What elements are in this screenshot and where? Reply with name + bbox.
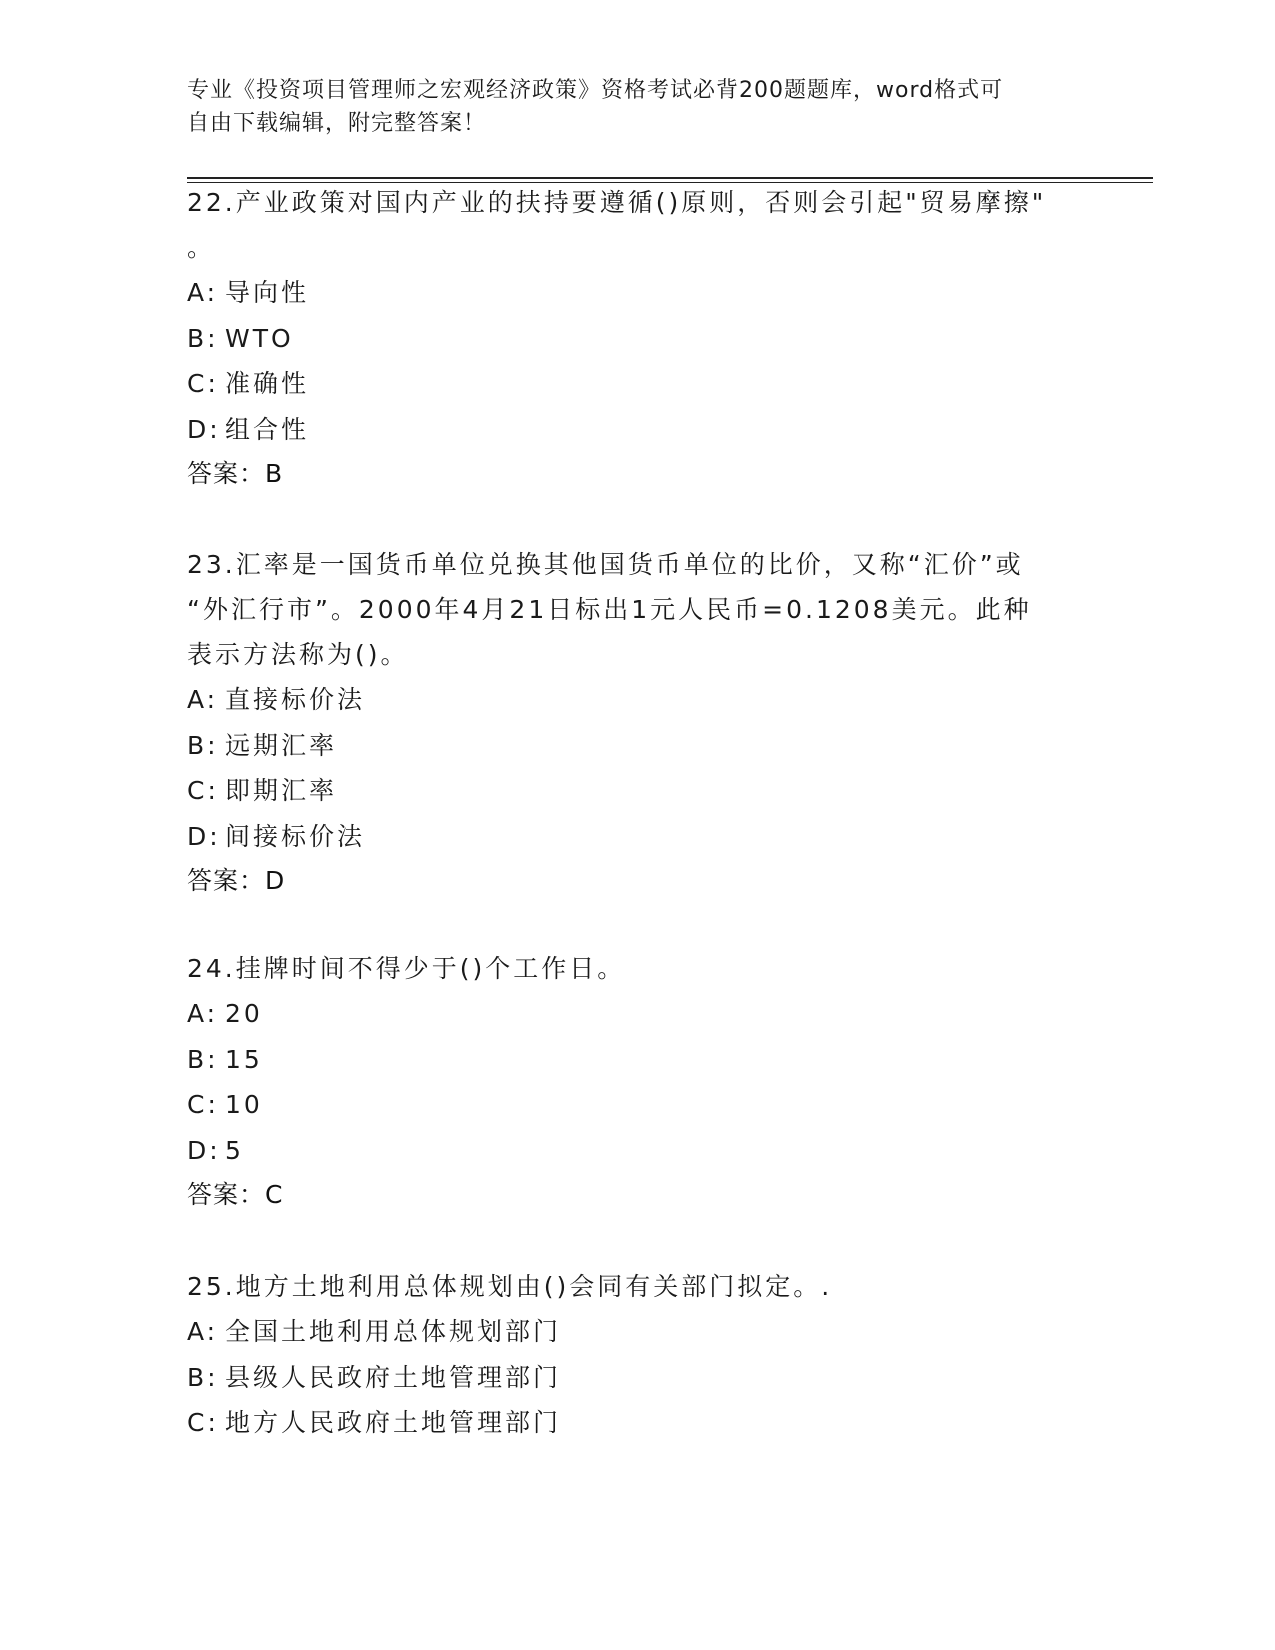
option-text: 组合性 [225, 414, 310, 444]
option-letter: D: [187, 821, 221, 851]
option-b [187, 1355, 1087, 1401]
option-text: 间接标价法 [225, 821, 366, 851]
option-c [187, 361, 1087, 407]
option-letter: C: [187, 1408, 219, 1437]
option-a [187, 270, 1087, 316]
answer: 答案：D [187, 866, 286, 895]
option-letter: A: [187, 685, 219, 714]
option-a [187, 991, 1087, 1037]
option-d [187, 407, 1087, 453]
option-text: 导向性 [225, 278, 310, 307]
option-letter: C: [187, 1090, 219, 1119]
option-letter: B: [187, 1044, 219, 1074]
option-text: 准确性 [225, 369, 310, 398]
option-d [187, 814, 1087, 860]
option-text: 县级人民政府土地管理部门 [225, 1362, 562, 1392]
question-text-continued: “外汇行市”。2000年4月21日标出1元人民币=0.1208美元。此种 [187, 595, 1032, 624]
option-text: 20 [225, 999, 263, 1028]
option-a [187, 1309, 1087, 1355]
question-22 [187, 180, 1087, 496]
option-letter: D: [187, 414, 221, 444]
answer: 答案：B [187, 459, 284, 488]
option-text: 直接标价法 [225, 685, 366, 714]
option-c [187, 768, 1087, 814]
option-letter: B: [187, 323, 219, 353]
option-d [187, 1128, 1087, 1174]
question-25 [187, 1264, 1087, 1446]
question-23 [187, 542, 1087, 903]
option-letter: C: [187, 776, 219, 805]
question-text: 25.地方土地利用总体规划由()会同有关部门拟定。. [187, 1272, 833, 1301]
option-a [187, 677, 1087, 723]
document-header [187, 74, 1087, 140]
option-letter: A: [187, 278, 219, 307]
option-letter: B: [187, 730, 219, 760]
option-text: 15 [225, 1044, 263, 1074]
option-letter: A: [187, 999, 219, 1028]
option-text: 5 [225, 1135, 244, 1165]
option-text: 即期汇率 [225, 776, 338, 805]
option-text: 10 [225, 1090, 263, 1119]
question-text: 24.挂牌时间不得少于()个工作日。 [187, 954, 626, 983]
option-b [187, 723, 1087, 769]
option-b [187, 1037, 1087, 1083]
option-c [187, 1082, 1087, 1128]
question-24 [187, 946, 1087, 1217]
header-line-2: 自由下载编辑，附完整答案！ [187, 111, 487, 136]
option-text: 地方人民政府土地管理部门 [225, 1408, 562, 1437]
header-line-1: 专业《投资项目管理师之宏观经济政策》资格考试必背200题题库，word格式可 [187, 78, 1004, 103]
option-text: WTO [225, 323, 294, 353]
option-letter: D: [187, 1135, 221, 1165]
option-letter: B: [187, 1362, 219, 1392]
option-text: 远期汇率 [225, 730, 338, 760]
option-b [187, 316, 1087, 362]
option-text: 全国土地利用总体规划部门 [225, 1317, 562, 1346]
question-text-continued: 表示方法称为()。 [187, 640, 409, 669]
answer: 答案：C [187, 1180, 284, 1209]
option-c [187, 1400, 1087, 1446]
option-letter: C: [187, 369, 219, 398]
header-divider-thick [187, 177, 1153, 179]
question-text-continued: 。 [187, 233, 216, 262]
question-text: 23.汇率是一国货币单位兑换其他国货币单位的比价，又称“汇价”或 [187, 550, 1024, 579]
question-text: 22.产业政策对国内产业的扶持要遵循()原则，否则会引起"贸易摩擦" [187, 188, 1047, 217]
option-letter: A: [187, 1317, 219, 1346]
